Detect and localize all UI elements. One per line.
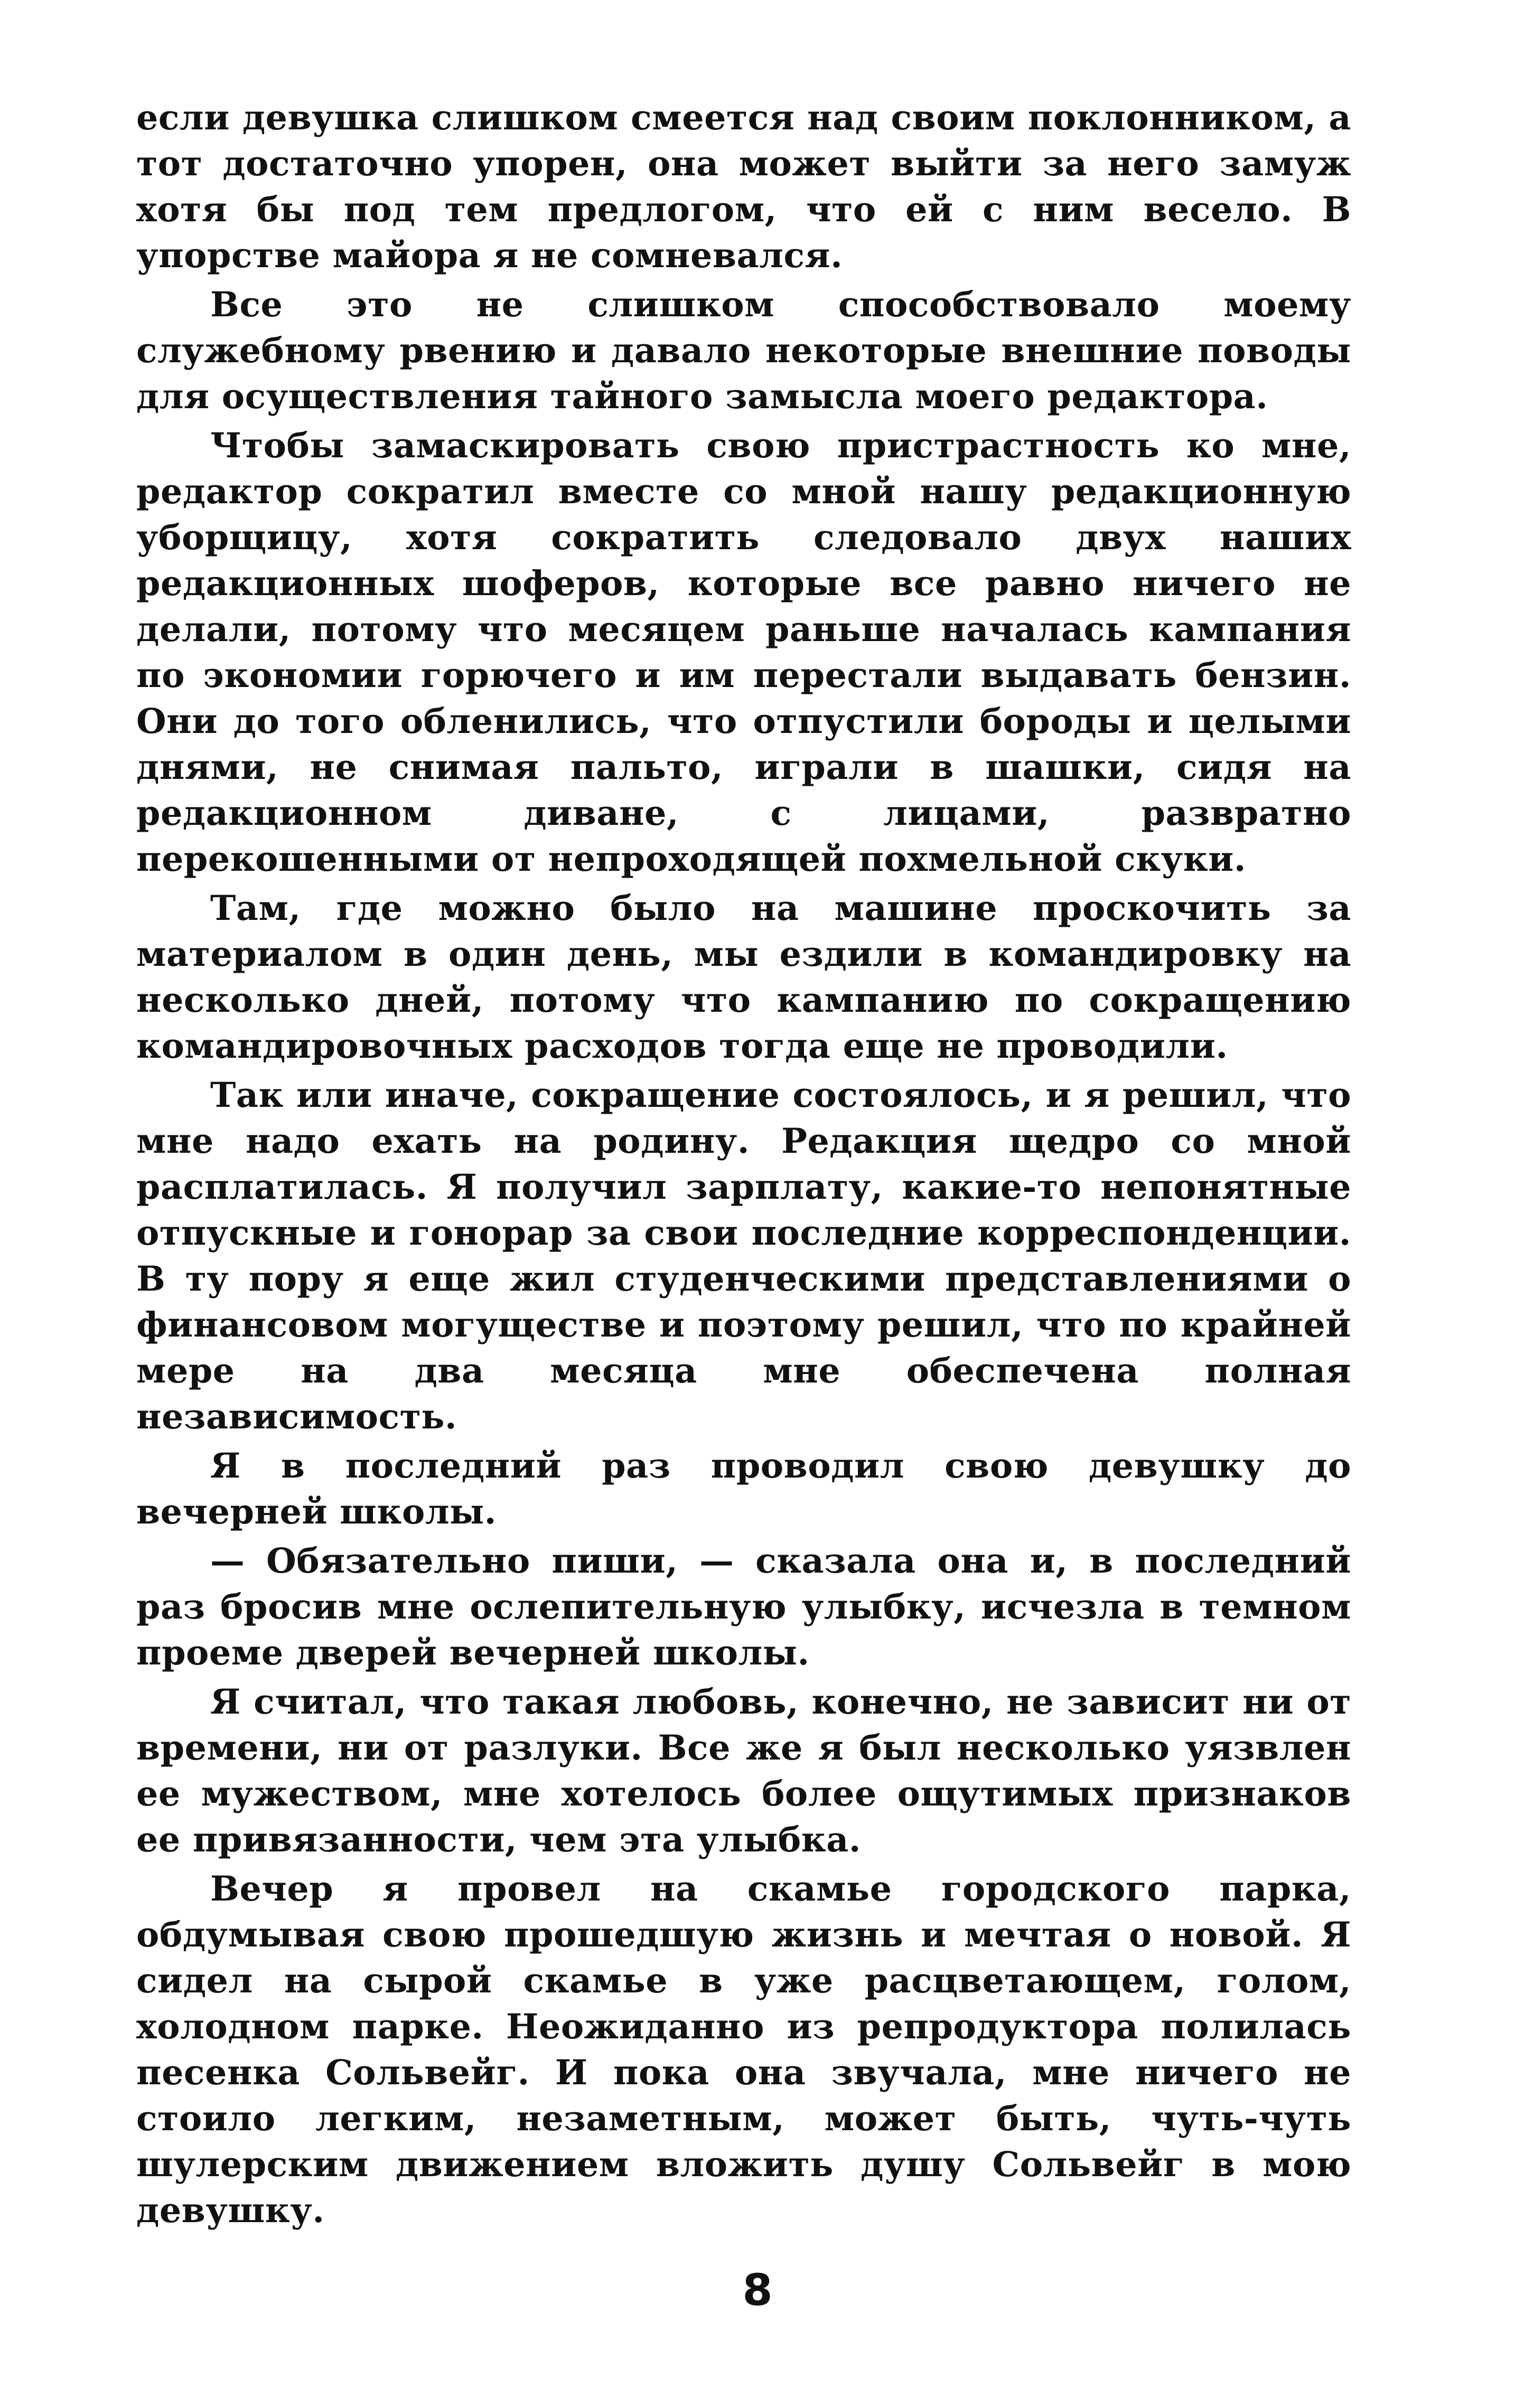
paragraph-4: Там, где можно было на машине проскочить за материалом в один день, мы ездили в командировку на несколько дней, потому что кампанию по сокращению командировочных расходов тогда еще не проводили. (136, 888, 1351, 1066)
paragraph-6: Я в последний раз проводил свою девушку до вечерней школы. (136, 1446, 1351, 1532)
paragraph-1: если девушка слишком смеется над своим поклонником, а тот достаточно упорен, она может выйти за него замуж хотя бы под тем предлогом, что ей с ним весело. В упорстве майора я не сомневался. (136, 98, 1351, 276)
paragraph-5: Так или иначе, сокращение состоялось, и я решил, что мне надо ехать на родину. Редакция щедро со мной расплатилась. Я получил зарплату, какие-то непонятные отпускные и гонорар за свои последние корреспонденции. В ту пору я еще жил студенческими представлениями о финансовом могуществе и поэтому решил, что по крайней мере на два месяца мне обеспечена полная независимость. (136, 1075, 1351, 1437)
paragraph-7: — Обязательно пиши, — сказала она и, в последний раз бросив мне ослепительную улыбку, исчезла в темном проеме дверей вечерней школы. (136, 1541, 1351, 1673)
body-text (136, 95, 1351, 2237)
paragraph-8: Я считал, что такая любовь, конечно, не зависит ни от времени, ни от разлуки. Все же я был несколько уязвлен ее мужеством, мне хотелось более ощутимых признаков ее привязанности, чем эта улыбка. (136, 1682, 1351, 1860)
paragraph-9: Вечер я провел на скамье городского парка, обдумывая свою прошедшую жизнь и мечтая о новой. Я сидел на сырой скамье в уже расцветающем, голом, холодном парке. Неожиданно из репродуктора полилась песенка Сольвейг. И пока она звучала, мне ничего не стоило легким, незаметным, может быть, чуть-чуть шулерским движением вложить душу Сольвейг в мою девушку. (136, 1869, 1351, 2231)
paragraph-2: Все это не слишком способствовало моему служебному рвению и давало некоторые внешние поводы для осуществления тайного замысла моего редактора. (136, 285, 1351, 417)
page-number: 8 (742, 2265, 773, 2316)
paragraph-3: Чтобы замаскировать свою пристрастность ко мне, редактор сократил вместе со мной нашу редакционную уборщицу, хотя сократить следовало двух наших редакционных шоферов, которые все равно ничего не делали, потому что месяцем раньше началась кампания по экономии горючего и им перестали выдавать бензин. Они до того обленились, что отпустили бороды и целыми днями, не снимая пальто, играли в шашки, сидя на редакционном диване, с лицами, развратно перекошенными от непроходящей похмельной скуки. (136, 426, 1351, 879)
